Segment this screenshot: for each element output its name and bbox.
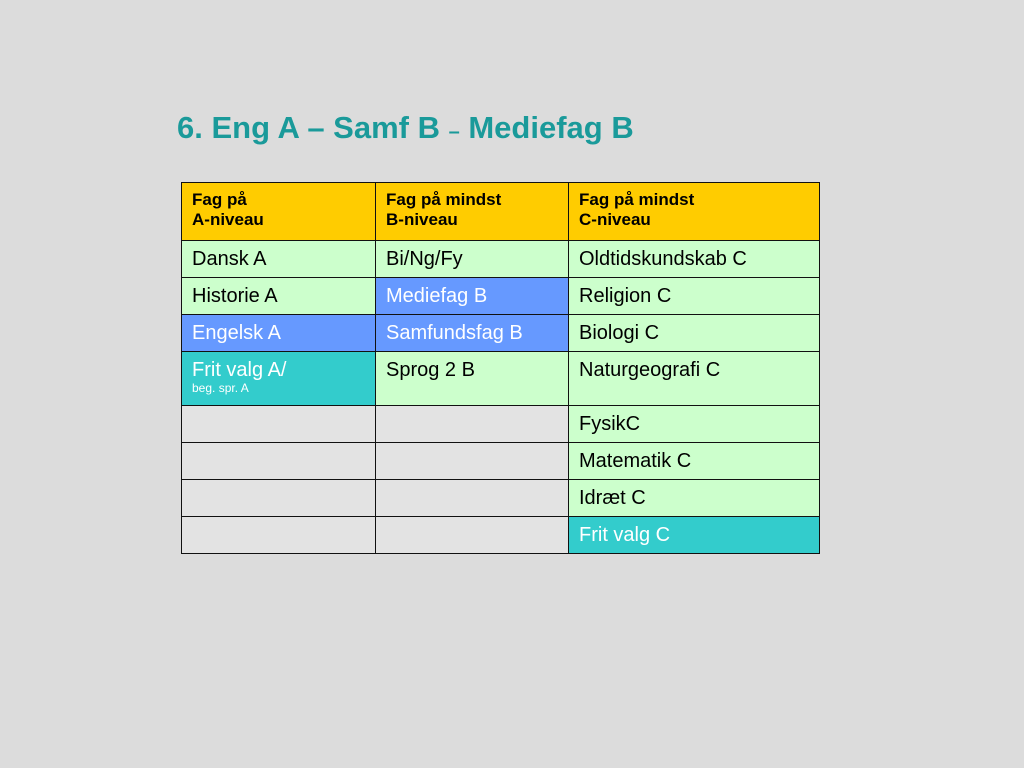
cell-biologi-c: Biologi C <box>569 315 820 352</box>
cell-oldtidskundskab-c: Oldtidskundskab C <box>569 241 820 278</box>
header-b-level-line2: B-niveau <box>386 210 458 229</box>
header-a-level <box>182 183 376 241</box>
cell-frit-valg-a-label: Frit valg A/ <box>192 359 287 381</box>
cell-frit-valg-a <box>182 352 376 406</box>
cell-dansk-a: Dansk A <box>182 241 376 278</box>
header-c-level-line1: Fag på mindst <box>579 190 695 209</box>
cell-empty <box>376 443 569 480</box>
cell-mediefag-b: Mediefag B <box>376 278 569 315</box>
slide-title <box>177 108 634 152</box>
cell-fysik-c: FysikC <box>569 406 820 443</box>
header-c-level-line2: C-niveau <box>579 210 651 229</box>
table-row <box>182 406 820 443</box>
cell-bi-ng-fy: Bi/Ng/Fy <box>376 241 569 278</box>
header-c-level <box>569 183 820 241</box>
table-header-row <box>182 183 820 241</box>
header-b-level-line1: Fag på mindst <box>386 190 502 209</box>
cell-sprog-2-b: Sprog 2 B <box>376 352 569 406</box>
header-b-level <box>376 183 569 241</box>
cell-matematik-c: Matematik C <box>569 443 820 480</box>
table-row <box>182 352 820 406</box>
cell-frit-valg-c: Frit valg C <box>569 517 820 554</box>
cell-empty <box>182 517 376 554</box>
cell-idraet-c: Idræt C <box>569 480 820 517</box>
title-part-2: Mediefag B <box>459 110 634 145</box>
cell-naturgeografi-c: Naturgeografi C <box>569 352 820 406</box>
table-row <box>182 517 820 554</box>
cell-frit-valg-a-note: beg. spr. A <box>192 381 249 395</box>
cell-empty <box>376 480 569 517</box>
cell-empty <box>376 517 569 554</box>
cell-empty <box>182 480 376 517</box>
title-small-dash: – <box>448 121 460 143</box>
table-row <box>182 443 820 480</box>
header-a-level-line1: Fag på <box>192 190 247 209</box>
header-a-level-line2: A-niveau <box>192 210 264 229</box>
title-part-1: 6. Eng A – Samf B <box>177 110 449 145</box>
cell-engelsk-a: Engelsk A <box>182 315 376 352</box>
table-row <box>182 278 820 315</box>
subject-table <box>181 182 820 554</box>
cell-empty <box>182 406 376 443</box>
cell-religion-c: Religion C <box>569 278 820 315</box>
cell-historie-a: Historie A <box>182 278 376 315</box>
cell-empty <box>182 443 376 480</box>
table-row <box>182 315 820 352</box>
cell-samfundsfag-b: Samfundsfag B <box>376 315 569 352</box>
cell-empty <box>376 406 569 443</box>
table-row <box>182 241 820 278</box>
table-row <box>182 480 820 517</box>
